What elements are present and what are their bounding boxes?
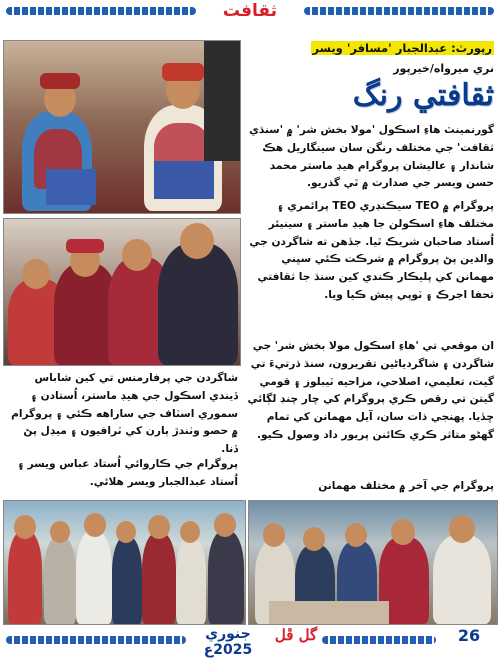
- paragraph-1: گورنمينٽ هاءِ اسڪول 'مولا بخش شر' ۾ 'سنڌي ثقافت' جي مختلف رنگن سان سينگاريل هڪ شاندار ۽ عاليشان پروگرام هيڊ ماستر محمد حسن ويسر جي صدارت ۾ ٿي گذريو.: [249, 124, 494, 190]
- footer-stripe-left: [6, 636, 186, 644]
- left-paragraph-1: شاگردن جي پرفارمنس تي کين شاباس ڏيندي اسڪول جي هيڊ ماستر، اُستادن ۽ سموري اسٽاف جي ساراهه ڪئي ۽ پروگرام ۾ حصو وٺندڙ ٻارن کي ٽرافيون ۽ ميڊل پڻ ڏنا.: [11, 372, 238, 456]
- footer-logo: گل ڦل: [274, 626, 318, 644]
- reporter-line: [244, 40, 494, 56]
- photo-guests-standing: [3, 500, 246, 625]
- photo-students-reading: [3, 40, 241, 214]
- paragraph-3: ان موقعي تي 'هاءِ اسڪول مولا بخش شر' جي شاگردن ۽ شاگردياڻين تقريرون، سنڌ ڌرتيءَ تي گيت، تعليمي، اصلاحي، مزاحيه ٽيبلوز ۽ قومي گيتن تي رقص ڪري پروگرام کي چار چنڊ لڳائي ڇڏيا. پهنجي ذات سان، آيل مهمانن کي تمام گهڻو متاثر ڪري ڪائنن پريور داد وصول ڪيو.: [247, 340, 494, 441]
- page-number: 26: [457, 626, 481, 645]
- paragraph-2: پروگرام ۾ TEO سيڪنڊري TEO پرائمري ۽ مختلف هاءِ اسڪولن جا هيڊ ماستر ۽ سينيئر اُستاد صاحبان شريڪ ٿيا. جڏهن ته شاگردن جي والدين پڻ پروگرام ۾ شرڪت ڪئي سڀني مهمانن کي پليڪار ڪندي کين سنڌ جا ثقافتي تحفا اجرڪ ۽ ٽوپي پيش ڪيا ويا.: [249, 200, 494, 301]
- photo-guests-seated: [248, 500, 498, 625]
- footer-stripe-right: [322, 636, 436, 644]
- footer-date: جنوري 2025ع: [203, 626, 253, 658]
- reporter-label: رپورٽ: عبدالجبار 'مسافر' ويسر: [312, 41, 492, 55]
- paragraph-4: پروگرام جي آخر ۾ مختلف مهمانن: [318, 480, 494, 492]
- header-stripe-left: [6, 7, 196, 15]
- left-paragraph-2: پروگرام جي ڪاروائي اُستاد عباس ويسر ۽ اُستاد عبدالجبار ويسر هلائي.: [17, 458, 238, 488]
- photo-students-group: [3, 218, 241, 366]
- header-stripe-right: [304, 7, 494, 15]
- article-title: ثقافتي رنگ: [352, 78, 494, 113]
- section-title: ثقافت: [222, 1, 278, 21]
- place-line: نري ميرواه/خيرپور: [393, 62, 494, 75]
